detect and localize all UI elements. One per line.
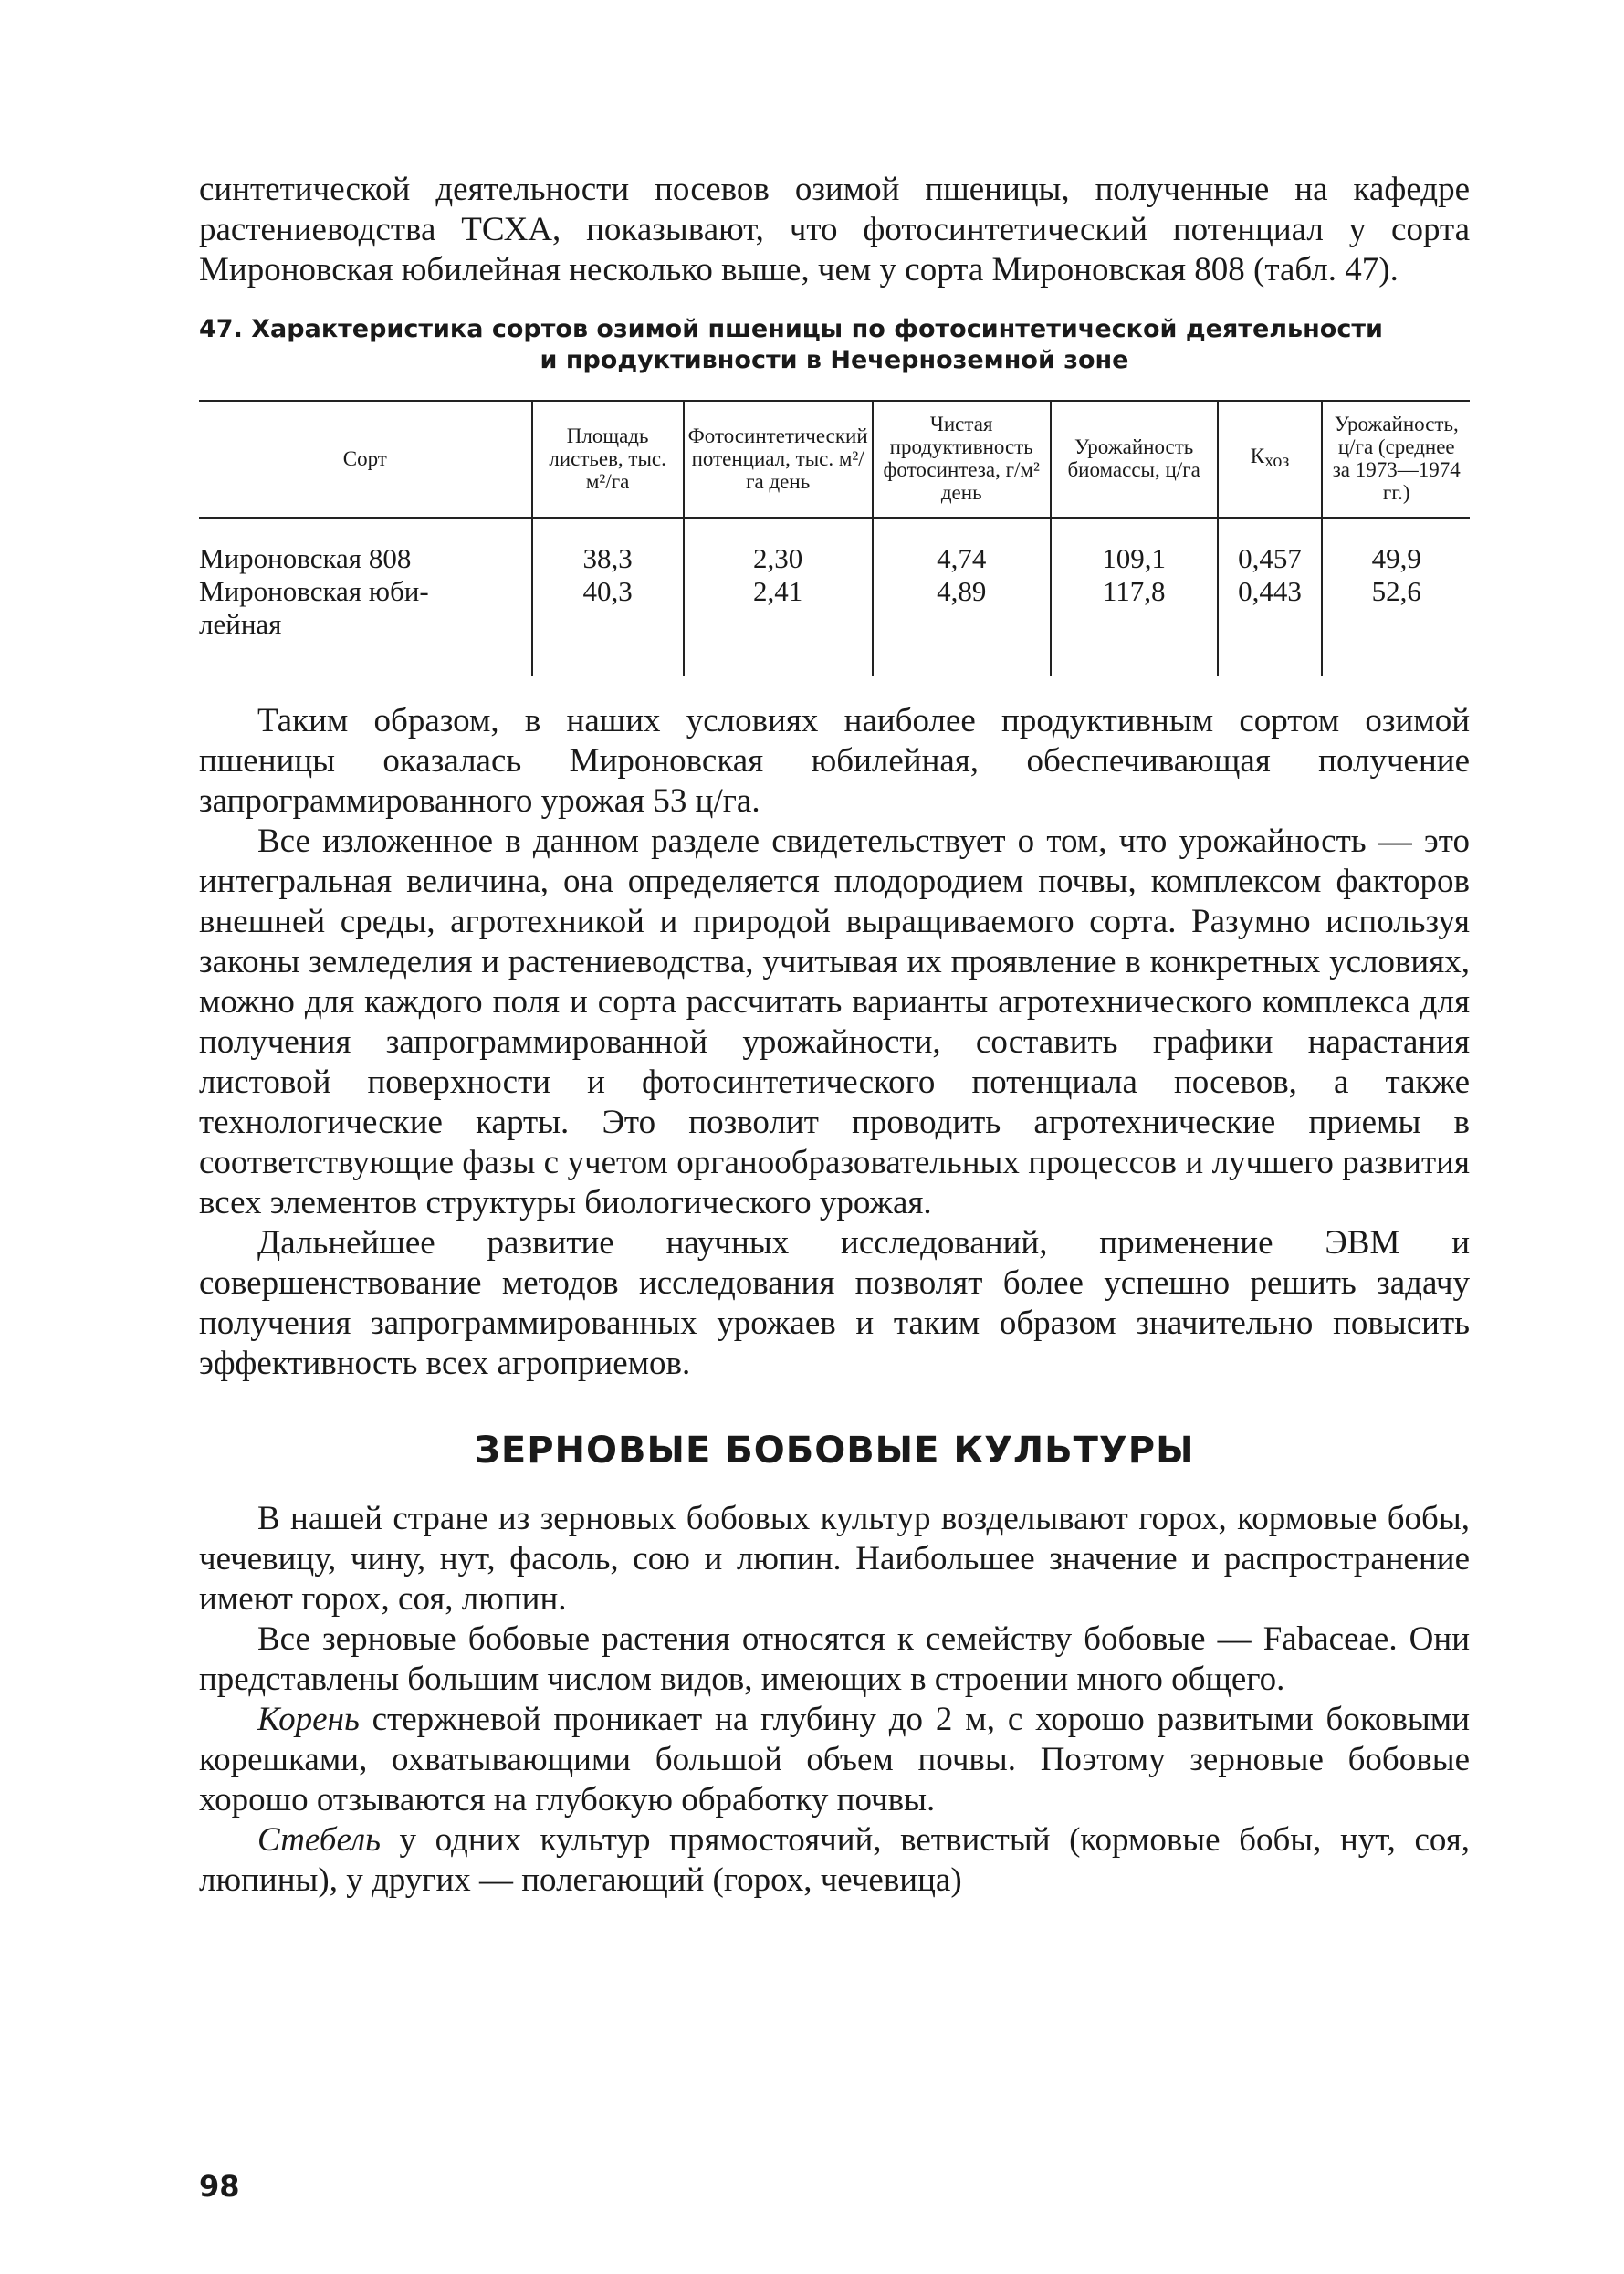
cell-biomass-yield: 109,1	[1051, 518, 1218, 575]
cell-photo-potential: 2,30	[684, 518, 873, 575]
paragraph-root	[199, 1700, 1470, 1820]
cell-leaf-area: 38,3	[532, 518, 684, 575]
page-number: 98	[199, 2169, 240, 2204]
header-sort: Сорт	[199, 401, 532, 518]
paragraph-further-research: Дальнейшее развитие научных исследований, применение ЭВМ и совершенствование методов исследования позволят более успешно решить задачу получения запрограммированных урожаев и таким образом значительно повысить эффективность всех агроприемов.	[199, 1224, 1470, 1382]
table-title	[199, 314, 1470, 376]
stem-description: у одних культур прямостоячий, ветвистый (кормовые бобы, нут, соя, люпины), у других — полегающий (горох, чечевица)	[199, 1821, 1470, 1899]
table-row	[199, 575, 1470, 676]
cell-photo-potential: 2,41	[684, 575, 873, 676]
cell-sort-line-1: Мироновская 808	[199, 542, 412, 574]
paragraph-yield-integral: Все изложенное в данном разделе свидетельствует о том, что урожайность — это интегральная величина, она определяется плодородием почвы, комплексом факторов внешней среды, агротехникой и природой выращиваемого сорта. Разумно используя законы земледелия и растениеводства, учитывая их проявление в конкретных условиях, можно для каждого поля и сорта рассчитать варианты агротехнического комплекса для получения запрограммированной урожайности, составить графики нарастания листовой поверхности и фотосинтетического потенциала посевов, а также технологические карты. Это позволит проводить агротехнические приемы в соответствующие фазы с учетом органообразовательных процессов и лучшего развития всех элементов структуры биологического урожая.	[199, 823, 1470, 1221]
cell-sort-line-1: Мироновская юби-	[199, 575, 429, 607]
section-heading: ЗЕРНОВЫЕ БОБОВЫЕ КУЛЬТУРЫ	[474, 1430, 1195, 1472]
table-title-line-1: 47. Характеристика сортов озимой пшеницы по фотосинтетической деятельности	[199, 315, 1383, 343]
table-header-row	[199, 401, 1470, 518]
page-body	[199, 170, 1470, 1901]
table-title-line-2: и продуктивности в Нечерноземной зоне	[540, 346, 1129, 374]
root-description: стержневой проникает на глубину до 2 м, с хорошо развитыми боковыми корешками, охватывающими большой объем почвы. Поэтому зерновые бобовые хорошо отзываются на глубокую обработку почвы.	[199, 1701, 1470, 1818]
paragraph-fabaceae: Все зерновые бобовые растения относятся к семейству бобовые — Fabaceae. Они представлены большим числом видов, имеющих в строении много общего.	[199, 1620, 1470, 1698]
paragraph-legumes-list: В нашей стране из зерновых бобовых культур возделывают горох, кормовые бобы, чечевицу, чину, нут, фасоль, сою и люпин. Наибольшее значение и распространение имеют горох, соя, люпин.	[199, 1500, 1470, 1618]
header-yield-avg: Урожайность, ц/га (среднее за 1973—1974 гг.)	[1322, 401, 1470, 518]
cell-net-productivity: 4,89	[873, 575, 1051, 676]
cell-kxoz: 0,443	[1218, 575, 1323, 676]
header-kxoz-main: К	[1250, 444, 1265, 467]
header-leaf-area: Площадь листьев, тыс. м²/га	[532, 401, 684, 518]
cell-yield-avg: 52,6	[1322, 575, 1470, 676]
header-kxoz-sub: хоз	[1264, 450, 1290, 471]
cell-sort-line-2: лейная	[199, 608, 282, 640]
cell-sort	[199, 518, 532, 575]
cell-leaf-area: 40,3	[532, 575, 684, 676]
paragraph-conclusion: Таким образом, в наших условиях наиболее продуктивным сортом озимой пшеницы оказалась Мироновская юбилейная, обеспечивающая получение запрограммированного урожая 53 ц/га.	[199, 702, 1470, 820]
term-root: Корень	[257, 1701, 360, 1738]
cell-yield-avg: 49,9	[1322, 518, 1470, 575]
cell-kxoz: 0,457	[1218, 518, 1323, 575]
header-net-productivity: Чистая продуктивность фотосинтеза, г/м² день	[873, 401, 1051, 518]
header-kxoz	[1218, 401, 1323, 518]
cell-net-productivity: 4,74	[873, 518, 1051, 575]
intro-paragraph: синтетической деятельности посевов озимой пшеницы, полученные на кафедре растениеводства ТСХА, показывают, что фотосинтетический потенциал у сорта Мироновская юбилейная несколько выше, чем у сорта Мироновская 808 (табл. 47).	[199, 171, 1470, 288]
paragraph-stem	[199, 1820, 1470, 1901]
header-biomass-yield: Урожайность биомассы, ц/га	[1051, 401, 1218, 518]
cell-sort	[199, 575, 532, 676]
data-table	[199, 400, 1470, 676]
cell-biomass-yield: 117,8	[1051, 575, 1218, 676]
table-row	[199, 518, 1470, 575]
header-photo-potential: Фотосинтетический потенциал, тыс. м²/га день	[684, 401, 873, 518]
term-stem: Стебель	[257, 1821, 381, 1859]
